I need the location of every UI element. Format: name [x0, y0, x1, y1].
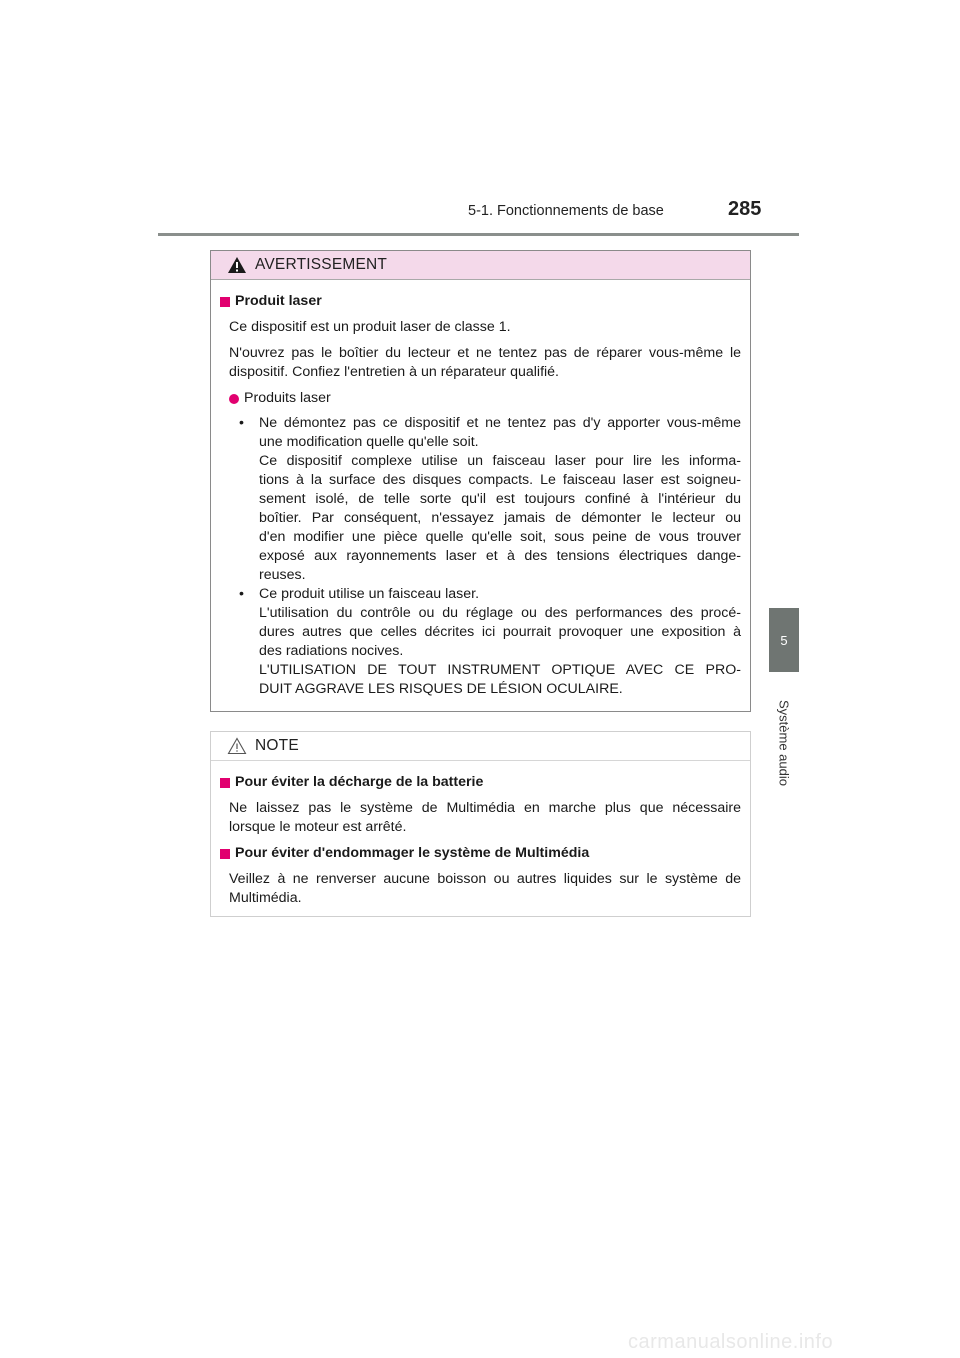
caution-triangle-outline-icon — [227, 736, 249, 756]
paragraph-line: lorsque le moteur est arrêté. — [229, 819, 407, 835]
warning-body — [211, 280, 750, 699]
warning-triangle-filled-icon — [227, 255, 249, 275]
note-box — [210, 731, 751, 917]
bullet-line: dures autres que celles décrites ici pourrait provoquer une exposition à — [259, 624, 741, 640]
bullet-item — [220, 414, 741, 585]
bullet-line: tions à la surface des disques compacts. Le faisceau laser est soigneu- — [259, 472, 741, 488]
section-title: Pour éviter la décharge de la batterie — [235, 774, 484, 790]
bullet-line: sement isolé, de telle sorte qu'il est toujours confiné à l'intérieur du — [259, 491, 741, 507]
header-rule — [158, 233, 799, 236]
warning-box — [210, 250, 751, 712]
bullet-line: Ne démontez pas ce dispositif et ne tentez pas d'y apporter vous-même — [259, 415, 741, 431]
section-heading — [220, 292, 741, 311]
sub-title: Produits laser — [244, 390, 331, 406]
paragraph-line: Multimédia. — [229, 890, 302, 906]
sub-heading — [220, 389, 741, 408]
square-bullet-icon — [220, 849, 230, 859]
bullet-line: DUIT AGGRAVE LES RISQUES DE LÉSION OCULAIRE. — [259, 681, 623, 697]
paragraph: Ce dispositif est un produit laser de classe 1. — [229, 319, 511, 335]
paragraph — [220, 870, 741, 908]
circle-bullet-icon — [229, 394, 239, 404]
chapter-label: Système audio — [776, 700, 792, 786]
note-header — [211, 732, 750, 761]
bullet-line: Ce produit utilise un faisceau laser. — [259, 586, 480, 602]
bullet-item — [220, 585, 741, 699]
bullet-mark: • — [239, 586, 244, 602]
bullet-mark: • — [239, 415, 244, 431]
bullet-line: d'en modifier une pièce quelle qu'elle soit, sous peine de vous trouver — [259, 529, 741, 545]
square-bullet-icon — [220, 778, 230, 788]
page-header-title: 5-1. Fonctionnements de base — [468, 203, 664, 219]
paragraph-line: Ne laissez pas le système de Multimédia en marche plus que nécessaire — [229, 800, 741, 816]
paragraph-line: N'ouvrez pas le boîtier du lecteur et ne tentez pas de réparer vous-même le — [229, 345, 741, 361]
note-label: NOTE — [255, 737, 299, 754]
bullet-line: Ce dispositif complexe utilise un faisceau laser pour lire les informa- — [259, 453, 741, 469]
section-title: Produit laser — [235, 293, 322, 309]
section-heading — [220, 844, 741, 863]
footer-watermark: carmanualsonline.info — [628, 1331, 834, 1353]
bullet-line: des radiations nocives. — [259, 643, 404, 659]
bullet-line: L'UTILISATION DE TOUT INSTRUMENT OPTIQUE AVEC CE PRO- — [259, 662, 741, 678]
section-title: Pour éviter d'endommager le système de Multimédia — [235, 845, 590, 861]
page-number: 285 — [728, 198, 762, 220]
paragraph — [220, 799, 741, 837]
warning-header — [211, 251, 750, 280]
bullet-line: reuses. — [259, 567, 306, 583]
bullet-line: boîtier. Par conséquent, n'essayez jamais de démonter le lecteur ou — [259, 510, 741, 526]
section-heading — [220, 773, 741, 792]
paragraph-line: Veillez à ne renverser aucune boisson ou autres liquides sur le système de — [229, 871, 741, 887]
chapter-tab[interactable]: 5 — [769, 608, 799, 672]
note-body — [211, 761, 750, 908]
warning-label: AVERTISSEMENT — [255, 256, 388, 273]
bullet-line: une modification quelle qu'elle soit. — [259, 434, 479, 450]
bullet-line: exposé aux rayonnements laser et à des tensions électriques dange- — [259, 548, 741, 564]
bullet-line: L'utilisation du contrôle ou du réglage ou des performances des procé- — [259, 605, 741, 621]
paragraph-line: dispositif. Confiez l'entretien à un réparateur qualifié. — [229, 364, 559, 380]
square-bullet-icon — [220, 297, 230, 307]
paragraph — [220, 344, 741, 382]
